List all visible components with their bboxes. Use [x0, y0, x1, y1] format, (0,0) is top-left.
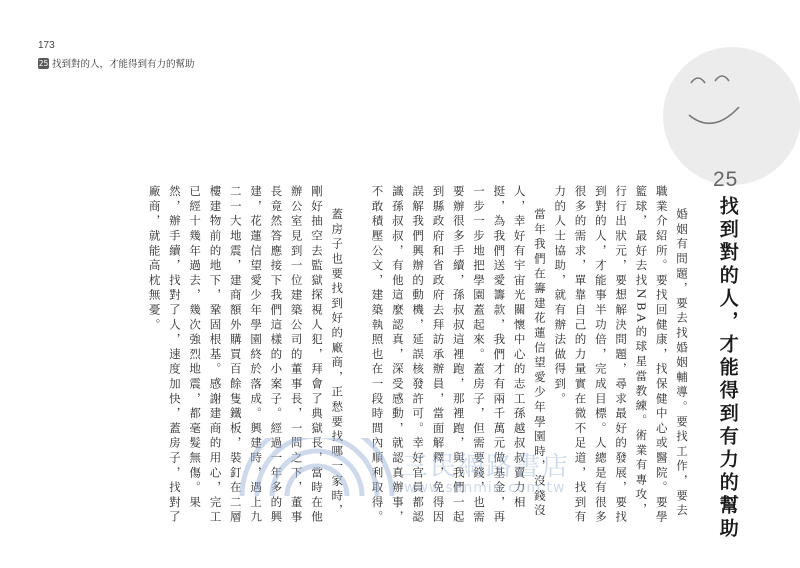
paragraph-1: 婚姻有問題，要去找婚姻輔導。要找工作，要去職業介紹所。要找回健康，找保健中心或醫院。要學籃球，最好去找NBA的球星當教練。術業有專攻，行行出狀元，要想解決問題，尋求最好的發展，要找到對的人，才能事半功倍，完成目標。人總是有很多很多的需求，單靠自己的力量實在微不足道，找到有力的人士協助，就有辦法做得到。 [553, 185, 689, 526]
chapter-badge: 25 [38, 58, 49, 68]
running-head [38, 56, 195, 70]
smile-face-icon [683, 69, 783, 149]
paragraph-2: 當年我們在籌建花蓮信望愛少年學園時，沒錢沒人，幸好有宇宙光關懷中心的志工孫越叔叔賣力相挺，為我們送愛籌款，我們才有兩千萬元做基金，再一步一步地把學園蓋起來。蓋房子，但需要錢，也需要辦很多手續，孫叔叔這裡跑，那裡跑，與我們一起到縣政府和省政府去拜訪承辦員，當面解釋，免得因誤解我們興辦的動機，延誤核發許可。幸好官員都認識孫叔叔，有他這麼認真，深受感動，就認真辦事，不敢積壓公文，建築執照也在一段時間內順利取得。 [370, 185, 547, 526]
page-header [38, 40, 195, 70]
chapter-title: 找到對的人，才能得到有力的幫助 [716, 196, 739, 541]
page-number: 173 [38, 40, 55, 51]
chapter-number: 25 [713, 168, 739, 191]
watermark-name: 三民網路書店 [402, 452, 571, 482]
smiley-decoration [663, 47, 800, 185]
watermark-url: www.sanmin.com.tw [404, 480, 566, 496]
running-title: 找到對的人，才能得到有力的幫助 [52, 59, 195, 70]
body-text [62, 185, 692, 530]
paragraph-3: 蓋房子也要找到好的廠商，正愁要找哪一家時，剛好抽空去監獄探視人犯，拜會了典獄長，當時在他辦公室見到一位建築公司的董事長，一問之下，董事長竟然答應接下我們這樣的小案子。經過一年多的興建，花蓮信望愛少年學園終於落成。興建時，遇上九二一大地震，建商額外購買百餘隻鐵板，裝釘在二層樓建物前的地下，鞏固根基。感謝建商的用心，完工已經十幾年過去，幾次強烈地震，都毫髮無傷。果然，辦手續，找對了人，速度加快，蓋房子，找對了廠商，就能高枕無憂。 [147, 185, 345, 526]
